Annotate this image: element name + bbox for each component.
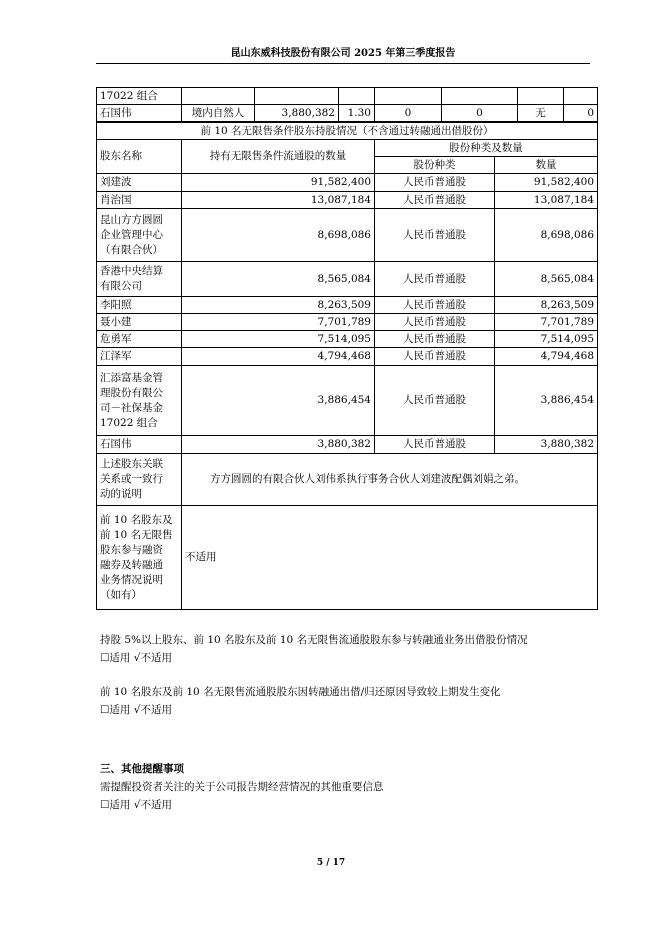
section-title: 三、其他提醒事项 (100, 763, 184, 775)
relation-label-cell: 上述股东关联 关系或一致行 动的说明 (97, 454, 182, 506)
unrestricted-shareholders-table (96, 122, 598, 610)
header-unrestricted-qty: 持有无限售条件流通股的数量 (182, 140, 375, 174)
holder-type-cell: 境内自然人 (182, 105, 255, 122)
class-cell: 人民币普通股 (375, 209, 495, 262)
table-row (97, 331, 598, 348)
qty-cell: 4,794,468 (182, 348, 375, 366)
pledge-qty-cell: 0 (564, 105, 598, 122)
table-row (97, 297, 598, 314)
qty-cell: 91,582,400 (182, 174, 375, 192)
qty-cell: 7,514,095 (182, 331, 375, 348)
amount-cell: 7,701,789 (495, 314, 598, 331)
class-cell: 人民币普通股 (375, 436, 495, 454)
holder-name-cell: 昆山方方圆圆 企业管理中心 （有限合伙） (97, 209, 182, 262)
header-share-amount: 数量 (495, 157, 598, 174)
note-change-heading: 前 10 名股东及前 10 名无限售流通股股东因转融通出借/归还原因导致较上期发生变化 (100, 686, 501, 698)
holder-name-cell: 石国伟 (97, 105, 182, 122)
qty-cell: 7,701,789 (182, 314, 375, 331)
margin-text-cell: 不适用 (182, 506, 598, 610)
class-cell: 人民币普通股 (375, 314, 495, 331)
holder-name-cell: 危勇军 (97, 331, 182, 348)
class-cell: 人民币普通股 (375, 262, 495, 297)
qty-cell: 3,886,454 (182, 366, 375, 436)
qty-cell: 13,087,184 (182, 192, 375, 209)
holder-name-cell: 17022 组合 (97, 88, 182, 105)
table-row (97, 105, 598, 122)
table-row (97, 436, 598, 454)
holder-name-cell: 肖治国 (97, 192, 182, 209)
table-row (97, 314, 598, 331)
amount-cell: 7,514,095 (495, 331, 598, 348)
page-header: 昆山东威科技股份有限公司 2025 年第三季度报告 (96, 44, 590, 64)
qty-cell: 8,263,509 (182, 297, 375, 314)
holder-name-cell: 江泽军 (97, 348, 182, 366)
amount-cell: 8,565,084 (495, 262, 598, 297)
note-other-option: ☐适用 √不适用 (100, 799, 172, 811)
note-change-option: ☐适用 √不适用 (100, 704, 172, 716)
holder-name-cell: 李阳照 (97, 297, 182, 314)
relation-row (97, 454, 598, 506)
relation-text-cell: 方方圆圆的有限合伙人刘伟系执行事务合伙人刘建波配偶刘娟之弟。 (182, 454, 598, 506)
amount-cell: 3,886,454 (495, 366, 598, 436)
table-title-row (97, 123, 598, 140)
qty-cell: 3,880,382 (182, 436, 375, 454)
table-row (97, 348, 598, 366)
holder-name-cell: 石国伟 (97, 436, 182, 454)
table-row (97, 262, 598, 297)
table-row (97, 88, 598, 105)
amount-cell: 3,880,382 (495, 436, 598, 454)
qty-cell: 8,565,084 (182, 262, 375, 297)
holder-name-cell: 汇添富基金管 理股份有限公 司－社保基金 17022 组合 (97, 366, 182, 436)
table-title: 前 10 名无限售条件股东持股情况（不含通过转融通出借股份） (97, 123, 598, 140)
holder-name-cell: 香港中央结算 有限公司 (97, 262, 182, 297)
amount-cell: 8,263,509 (495, 297, 598, 314)
holder-name-cell: 聂小建 (97, 314, 182, 331)
table-row (97, 366, 598, 436)
pledge-incl-cell: 0 (442, 105, 518, 122)
class-cell: 人民币普通股 (375, 366, 495, 436)
pledge-status-cell: 无 (518, 105, 564, 122)
amount-cell: 91,582,400 (495, 174, 598, 192)
holder-name-cell: 刘建波 (97, 174, 182, 192)
page-number: 5 / 17 (316, 858, 346, 868)
shares-cell: 3,880,382 (255, 105, 339, 122)
table-row (97, 209, 598, 262)
class-cell: 人民币普通股 (375, 192, 495, 209)
amount-cell: 4,794,468 (495, 348, 598, 366)
class-cell: 人民币普通股 (375, 348, 495, 366)
header-share-class-group: 股份种类及数量 (375, 140, 598, 157)
top-shareholders-table-continued (96, 87, 598, 122)
qty-cell: 8,698,086 (182, 209, 375, 262)
note-lending-heading: 持股 5%以上股东、前 10 名股东及前 10 名无限售流通股股东参与转融通业务出借股份情况 (100, 634, 528, 646)
margin-label-cell: 前 10 名股东及 前 10 名无限售 股东参与融资 融券及转融通 业务情况说明 （如有） (97, 506, 182, 610)
header-share-class: 股份种类 (375, 157, 495, 174)
amount-cell: 8,698,086 (495, 209, 598, 262)
ratio-cell: 1.30 (339, 105, 375, 122)
note-lending-option: ☐适用 √不适用 (100, 652, 172, 664)
table-row (97, 174, 598, 192)
margin-trading-row (97, 506, 598, 610)
class-cell: 人民币普通股 (375, 297, 495, 314)
table-row (97, 192, 598, 209)
restricted-cell: 0 (375, 105, 442, 122)
note-other-heading: 需提醒投资者关注的关于公司报告期经营情况的其他重要信息 (100, 781, 384, 793)
amount-cell: 13,087,184 (495, 192, 598, 209)
header-holder-name: 股东名称 (97, 140, 182, 174)
class-cell: 人民币普通股 (375, 331, 495, 348)
class-cell: 人民币普通股 (375, 174, 495, 192)
table-header-row (97, 140, 598, 157)
